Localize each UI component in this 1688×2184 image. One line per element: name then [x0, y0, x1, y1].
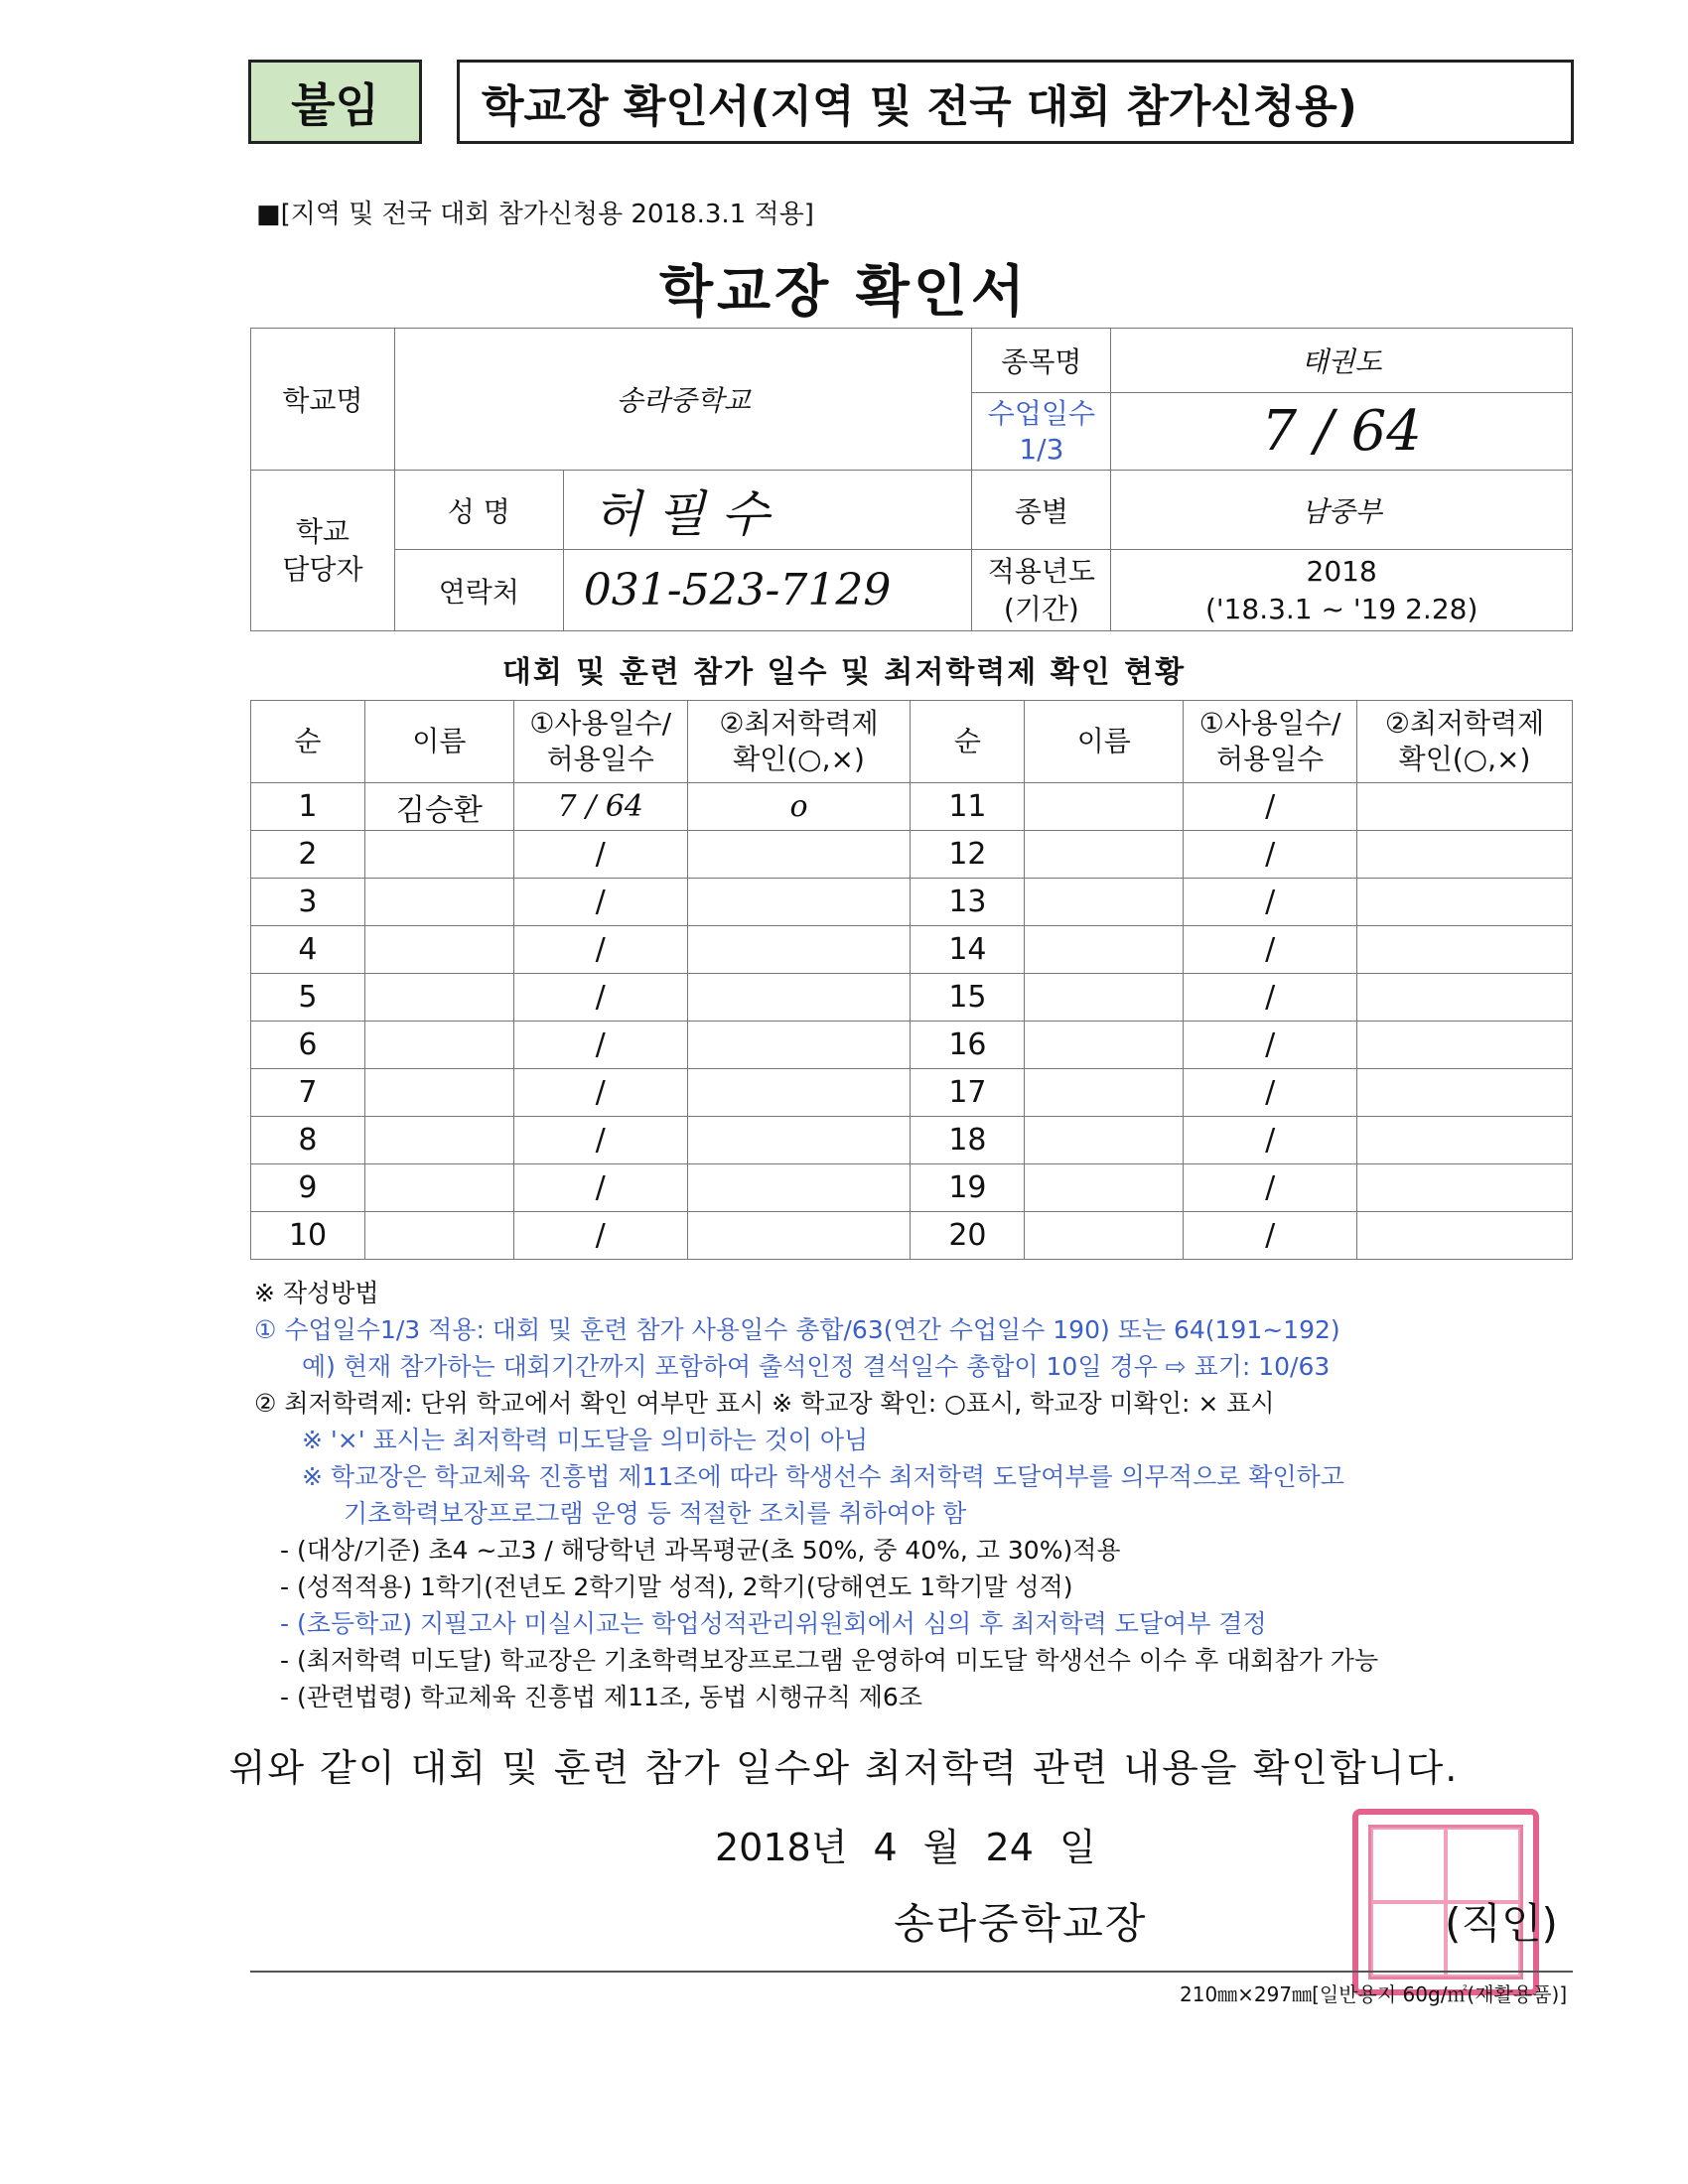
row-name-right [1025, 783, 1184, 831]
row-name-left [364, 831, 513, 879]
row-no-left: 10 [251, 1212, 365, 1260]
row-no-left: 3 [251, 879, 365, 926]
signature-date: 2018년 4 월 24 일 [715, 1826, 1096, 1869]
row-min-left [687, 974, 911, 1022]
sport-label: 종목명 [972, 329, 1111, 393]
row-name-left [364, 926, 513, 974]
school-principal: 송라중학교장 [894, 1899, 1148, 1948]
row-no-right: 20 [911, 1212, 1025, 1260]
row-name-right [1025, 926, 1184, 974]
row-days-left: / [513, 926, 687, 974]
year-value [1111, 550, 1573, 631]
row-days-right: / [1184, 974, 1357, 1022]
applied-note: ■[지역 및 전국 대회 참가신청용 2018.3.1 적용] [256, 200, 814, 229]
row-min-right [1357, 783, 1573, 831]
instruction-line: - (최저학력 미도달) 학교장은 기초학력보장프로그램 운영하여 미도달 학생선수 이수 후 대회참가 가능 [280, 1646, 1379, 1675]
row-no-right: 16 [911, 1022, 1025, 1069]
row-no-left: 9 [251, 1164, 365, 1212]
row-min-left [687, 1117, 911, 1164]
table-row [251, 1117, 1573, 1164]
seal-label: (직인) [1445, 1899, 1558, 1948]
row-no-right: 12 [911, 831, 1025, 879]
row-name-left [364, 1022, 513, 1069]
row-days-right: / [1184, 1212, 1357, 1260]
row-days-left: / [513, 1022, 687, 1069]
col-days-left-line2: 허용일수 [546, 743, 654, 775]
contact-value: 031-523-7129 [563, 550, 972, 631]
table-row [251, 1069, 1573, 1117]
col-no-left: 순 [251, 701, 365, 783]
col-name-left: 이름 [364, 701, 513, 783]
staff-label [251, 471, 395, 631]
row-min-right [1357, 831, 1573, 879]
staff-label-line1: 학교 [295, 514, 350, 548]
category-value: 남중부 [1111, 471, 1573, 550]
row-min-left [687, 1212, 911, 1260]
row-name-right [1025, 1164, 1184, 1212]
row-no-left: 7 [251, 1069, 365, 1117]
row-name-right [1025, 879, 1184, 926]
table-row [251, 1164, 1573, 1212]
row-min-right [1357, 1212, 1573, 1260]
row-name-right [1025, 831, 1184, 879]
row-name-left: 김승환 [364, 783, 513, 831]
row-min-right [1357, 879, 1573, 926]
attachment-tag: 붙임 [248, 60, 422, 144]
col-min-right-line1: ②최저학력제 [1384, 707, 1545, 740]
paper-spec: 210㎜×297㎜[일반용지 60g/㎡(재활용품)] [1180, 1982, 1568, 2006]
row-no-left: 8 [251, 1117, 365, 1164]
row-name-right [1025, 1022, 1184, 1069]
col-days-left [513, 701, 687, 783]
name-value: 허 필 수 [563, 471, 972, 550]
row-name-right [1025, 1117, 1184, 1164]
row-name-right [1025, 1212, 1184, 1260]
year-label [972, 550, 1111, 631]
participation-table [250, 700, 1573, 1260]
row-no-right: 14 [911, 926, 1025, 974]
row-min-right [1357, 1117, 1573, 1164]
row-name-right [1025, 1069, 1184, 1117]
row-no-left: 1 [251, 783, 365, 831]
row-days-left: / [513, 1069, 687, 1117]
col-days-right-line2: 허용일수 [1216, 743, 1325, 775]
instruction-line: ① 수업일수1/3 적용: 대회 및 훈련 참가 사용일수 총합/63(연간 수업일수 190) 또는 64(191~192) [254, 1315, 1340, 1344]
row-min-left [687, 879, 911, 926]
row-min-right [1357, 1069, 1573, 1117]
header-title: 학교장 확인서(지역 및 전국 대회 참가신청용) [457, 60, 1574, 144]
days-label [972, 393, 1111, 471]
row-name-left [364, 1069, 513, 1117]
row-days-right: / [1184, 1069, 1357, 1117]
year-value-line1: 2018 [1306, 554, 1377, 588]
row-name-right [1025, 974, 1184, 1022]
instruction-line: - (초등학교) 지필고사 미실시교는 학업성적관리위원회에서 심의 후 최저학력 도달여부 결정 [280, 1609, 1267, 1638]
school-value: 송라중학교 [394, 329, 972, 471]
contact-label: 연락처 [394, 550, 563, 631]
col-name-right: 이름 [1025, 701, 1184, 783]
instruction-line: ② 최저학력제: 단위 학교에서 확인 여부만 표시 ※ 학교장 확인: ○표시, 학교장 미확인: × 표시 [254, 1389, 1275, 1418]
instruction-line: 기초학력보장프로그램 운영 등 적절한 조치를 취하여야 함 [344, 1499, 967, 1528]
col-no-right: 순 [911, 701, 1025, 783]
staff-label-line2: 담당자 [282, 552, 363, 586]
table-row [251, 879, 1573, 926]
row-name-left [364, 1212, 513, 1260]
table-row [251, 974, 1573, 1022]
row-min-left [687, 1164, 911, 1212]
instruction-line: ※ 작성방법 [254, 1279, 379, 1307]
info-table [250, 328, 1573, 631]
days-label-line2: 1/3 [1019, 432, 1064, 466]
row-days-right: / [1184, 879, 1357, 926]
row-days-left: / [513, 1212, 687, 1260]
row-no-left: 5 [251, 974, 365, 1022]
table-row [251, 1212, 1573, 1260]
name-label: 성 명 [394, 471, 563, 550]
row-min-left: o [687, 783, 911, 831]
row-no-right: 17 [911, 1069, 1025, 1117]
document-title: 학교장 확인서 [658, 260, 1030, 325]
table-row [251, 926, 1573, 974]
col-min-left-line1: ②최저학력제 [719, 707, 879, 740]
category-label: 종별 [972, 471, 1111, 550]
instruction-line: - (대상/기준) 초4 ~고3 / 해당학년 과목평균(초 50%, 중 40%, 고 30%)적용 [280, 1536, 1121, 1565]
row-min-left [687, 1022, 911, 1069]
row-no-right: 13 [911, 879, 1025, 926]
confirmation-statement: 위와 같이 대회 및 훈련 참가 일수와 최저학력 관련 내용을 확인합니다. [228, 1746, 1460, 1790]
col-days-right-line1: ①사용일수/ [1198, 707, 1341, 740]
days-value: 7 / 64 [1111, 393, 1573, 471]
instruction-line: - (관련법령) 학교체육 진흥법 제11조, 동법 시행규칙 제6조 [280, 1683, 922, 1711]
year-label-line1: 적용년도 [987, 554, 1095, 588]
row-days-right: / [1184, 926, 1357, 974]
row-min-right [1357, 1164, 1573, 1212]
row-days-right: / [1184, 1022, 1357, 1069]
row-name-left [364, 974, 513, 1022]
instruction-line: ※ 학교장은 학교체육 진흥법 제11조에 따라 학생선수 최저학력 도달여부를 의무적으로 확인하고 [302, 1462, 1344, 1491]
row-name-left [364, 879, 513, 926]
row-days-right: / [1184, 1164, 1357, 1212]
row-min-left [687, 1069, 911, 1117]
row-min-left [687, 926, 911, 974]
row-no-right: 18 [911, 1117, 1025, 1164]
footer-divider [250, 1971, 1573, 1973]
row-name-left [364, 1117, 513, 1164]
days-label-line1: 수업일수 [987, 396, 1095, 430]
instructions [254, 1275, 1575, 1715]
col-min-left-line2: 확인(○,×) [733, 743, 865, 775]
row-days-right: / [1184, 783, 1357, 831]
row-no-right: 11 [911, 783, 1025, 831]
row-name-left [364, 1164, 513, 1212]
instruction-line: - (성적적용) 1학기(전년도 2학기말 성적), 2학기(당해연도 1학기말 성적) [280, 1572, 1073, 1601]
row-days-right: / [1184, 831, 1357, 879]
row-min-right [1357, 1022, 1573, 1069]
year-value-line2: ('18.3.1 ~ '19 2.28) [1204, 592, 1478, 625]
row-no-right: 15 [911, 974, 1025, 1022]
row-no-right: 19 [911, 1164, 1025, 1212]
col-min-right [1357, 701, 1573, 783]
row-no-left: 4 [251, 926, 365, 974]
table-row [251, 1022, 1573, 1069]
col-days-left-line1: ①사용일수/ [529, 707, 672, 740]
row-no-left: 6 [251, 1022, 365, 1069]
row-min-left [687, 831, 911, 879]
row-min-right [1357, 926, 1573, 974]
status-title: 대회 및 훈련 참가 일수 및 최저학력제 확인 현황 [501, 655, 1187, 690]
row-days-right: / [1184, 1117, 1357, 1164]
instruction-line: ※ '×' 표시는 최저학력 미도달을 의미하는 것이 아님 [302, 1426, 869, 1454]
row-days-left: 7 / 64 [513, 783, 687, 831]
row-no-left: 2 [251, 831, 365, 879]
row-days-left: / [513, 1117, 687, 1164]
row-days-left: / [513, 831, 687, 879]
table-row [251, 783, 1573, 831]
row-days-left: / [513, 1164, 687, 1212]
table-row [251, 831, 1573, 879]
sport-value: 태권도 [1111, 329, 1573, 393]
row-days-left: / [513, 974, 687, 1022]
col-min-right-line2: 확인(○,×) [1398, 743, 1531, 775]
school-label: 학교명 [251, 329, 395, 471]
row-days-left: / [513, 879, 687, 926]
year-label-line2: (기간) [1003, 592, 1079, 625]
col-days-right [1184, 701, 1357, 783]
row-min-right [1357, 974, 1573, 1022]
instruction-line: 예) 현재 참가하는 대회기간까지 포함하여 출석인정 결석일수 총합이 10일 경우 ⇨ 표기: 10/63 [302, 1352, 1331, 1381]
col-min-left [687, 701, 911, 783]
